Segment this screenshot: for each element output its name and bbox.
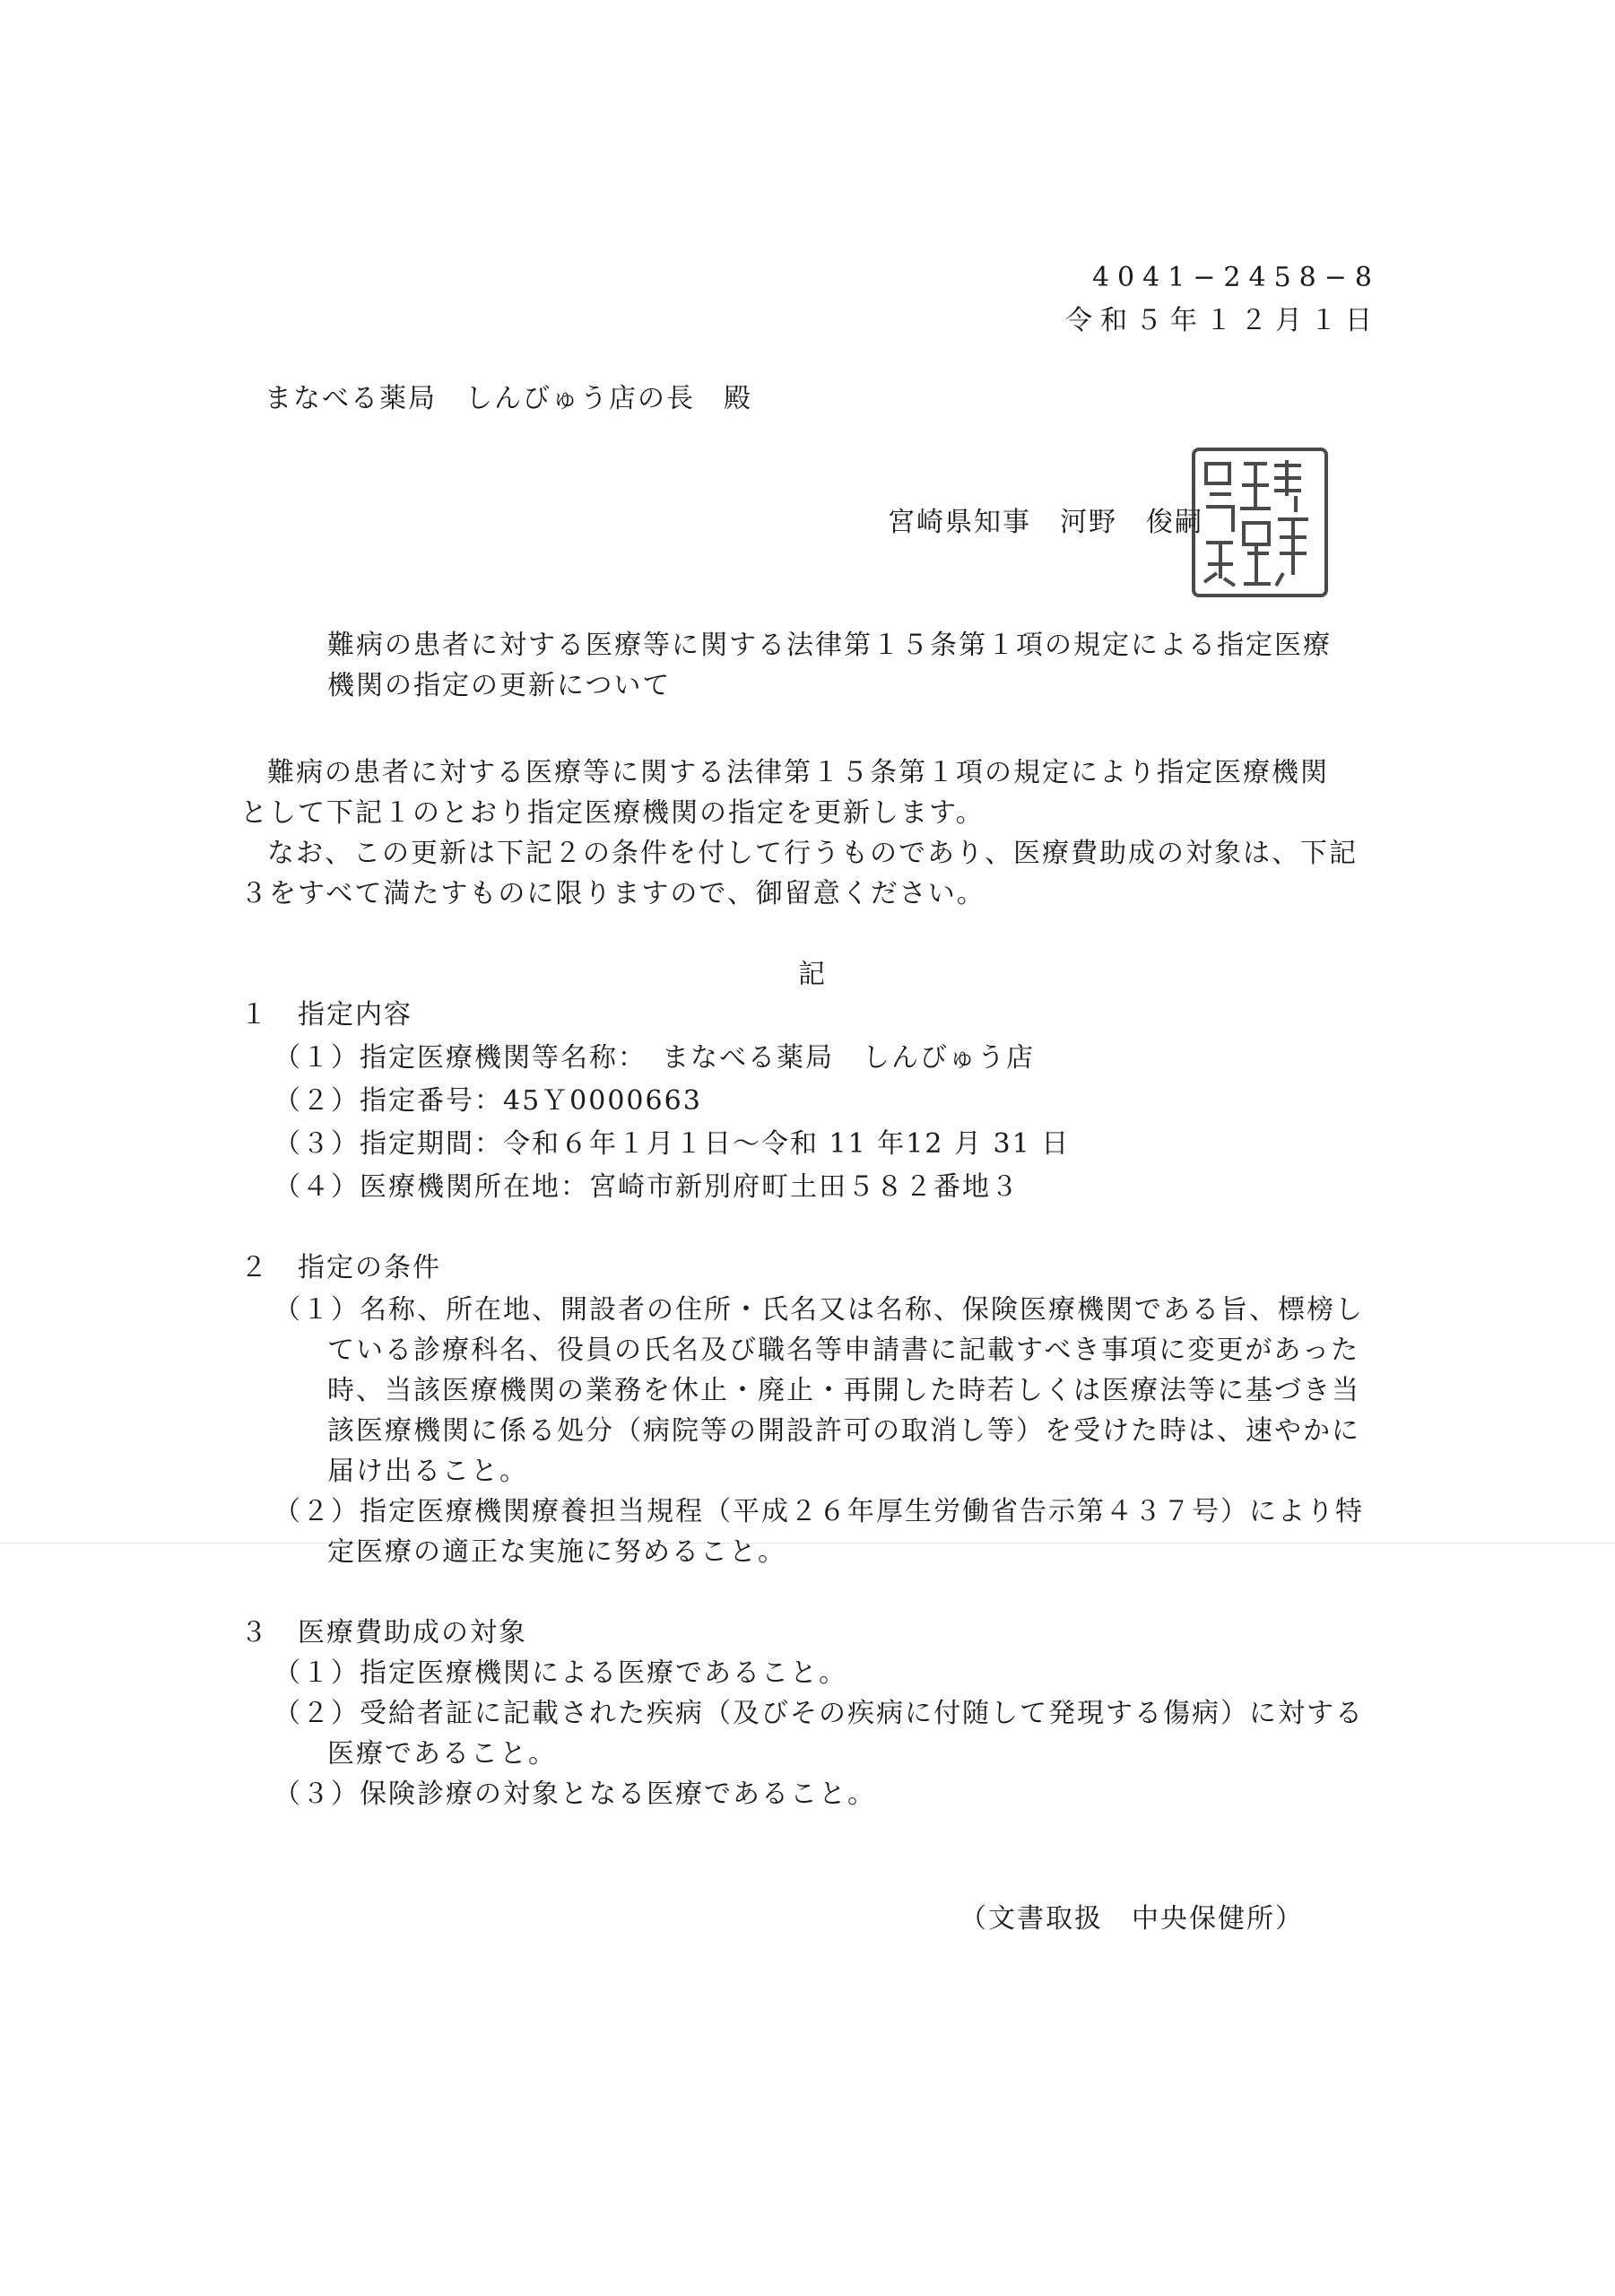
document-handler: （文書取扱 中央保健所） (959, 1903, 1304, 1935)
section-3-item: （１）指定医療機関による医療であること。 (274, 1657, 847, 1689)
section-2-item-1-line: 該医療機関に係る処分（病院等の開設許可の取消し等）を受けた時は、速やかに (327, 1415, 1360, 1447)
section-1-item: （１）指定医療機関等名称： まなべる薬局 しんびゅう店 (274, 1042, 1035, 1074)
body-paragraph-line: なお、この更新は下記２の条件を付して行うものであり、医療費助成の対象は、下記 (267, 838, 1358, 869)
document-date: 令和５年１２月１日 (1065, 305, 1380, 336)
section-3-item: 医療であること。 (327, 1738, 557, 1770)
section-2-item-2-line: 定医療の適正な実施に努めること。 (327, 1536, 786, 1568)
section-1-item: （２）指定番号：45Ｙ0000663 (274, 1085, 702, 1117)
section-3-heading: ３ 医療費助成の対象 (240, 1617, 527, 1648)
ki-heading: 記 (798, 959, 827, 990)
body-paragraph-line: ３をすべて満たすものに限りますので、御留意ください。 (240, 878, 985, 909)
section-2-item-2-line: （２）指定医療機関療養担当規程（平成２６年厚生労働省告示第４３７号）により特 (274, 1496, 1364, 1527)
subject-line-1: 難病の患者に対する医療等に関する法律第１５条第１項の規定による指定医療 (327, 630, 1332, 661)
section-2-item-1-line: （１）名称、所在地、開設者の住所・氏名又は名称、保険医療機関である旨、標榜し (274, 1294, 1364, 1326)
subject-line-2: 機関の指定の更新について (327, 670, 672, 701)
section-2-item-1-line: ている診療科名、役員の氏名及び職名等申請書に記載すべき事項に変更があった (327, 1335, 1360, 1366)
scan-artifact-line (0, 1543, 1615, 1544)
section-1-item: （３）指定期間：令和６年１月１日～令和 11 年12 月 31 日 (274, 1128, 1071, 1160)
body-paragraph-line: 難病の患者に対する医療等に関する法律第１５条第１項の規定により指定医療機関 (267, 757, 1329, 788)
official-seal-icon (1188, 444, 1332, 601)
section-2-item-1-line: 届け出ること。 (327, 1456, 528, 1487)
document-number: 4041−2458−8 (1091, 262, 1380, 293)
section-1-heading: １ 指定内容 (240, 999, 412, 1031)
sender: 宮崎県知事 河野 俊嗣 (888, 507, 1203, 538)
section-1-item: （４）医療機関所在地：宮崎市新別府町土田５８２番地３ (274, 1171, 1020, 1203)
body-paragraph-line: として下記１のとおり指定医療機関の指定を更新します。 (240, 797, 985, 829)
section-2-heading: ２ 指定の条件 (240, 1252, 441, 1283)
section-3-item: （２）受給者証に記載された疾病（及びその疾病に付随して発現する傷病）に対する (274, 1698, 1364, 1729)
addressee: まなべる薬局 しんびゅう店の長 殿 (265, 383, 752, 414)
section-3-item: （３）保険診療の対象となる医療であること。 (274, 1779, 876, 1810)
section-2-item-1-line: 時、当該医療機関の業務を休止・廃止・再開した時若しくは医療法等に基づき当 (327, 1375, 1360, 1406)
